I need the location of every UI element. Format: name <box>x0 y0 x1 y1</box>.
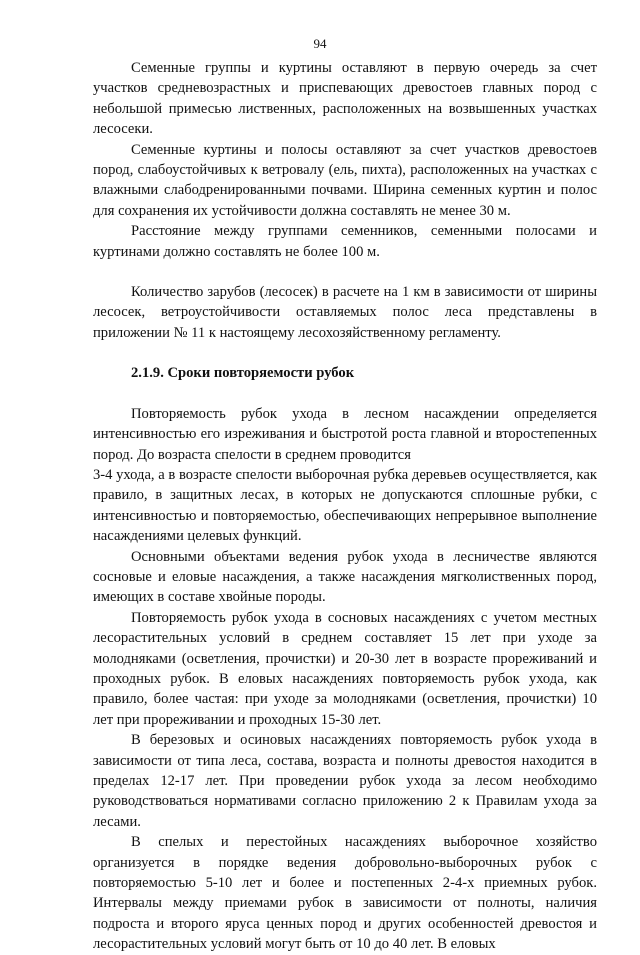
spacer <box>93 343 597 363</box>
paragraph: Повторяемость рубок ухода в сосновых насаждениях с учетом местных лесорастительных условий в среднем составляет 15 лет при уходе за молодняками (осветления, прочистки) и 20-30 лет в возрасте прореживаний и проходных рубок. В еловых насаждениях повторяемость рубок ухода, как правило, более частая: при уходе за молодняками (осветления, прочистки) 10 лет при прореживании и проходных 15-30 лет. <box>93 609 597 728</box>
section-heading: 2.1.9. Сроки повторяемости рубок <box>131 365 355 382</box>
paragraph: 3-4 ухода, а в возрасте спелости выборочная рубка деревьев осуществляется, как правило, в защитных лесах, в которых не допускаются сплошные рубки, с интенсивностью и повторяемостью, обеспечивающих непрерывное выполнение насаждениями целевых функций. <box>93 466 597 545</box>
paragraph: В березовых и осиновых насаждениях повторяемость рубок ухода в зависимости от типа леса, состава, возраста и полноты древостоя находится в пределах 12-17 лет. При проведении рубок ухода за лесом необходимо руководствоваться нормативами согласно приложению 2 к Правилам ухода за лесами. <box>93 732 597 830</box>
paragraph: В спелых и перестойных насаждениях выборочное хозяйство организуется в порядке ведения добровольно-выборочных рубок с повторяемостью 5-10 лет и более и постепенных 2-4-х приемных рубок. Интервалы между приемами рубок в зависимости от полноты, наличия подроста и второго яруса ценных пород и других особенностей древостоя и лесорастительных условий могут быть от 10 до 40 лет. В еловых <box>93 834 597 953</box>
paragraph: Расстояние между группами семенников, семенными полосами и куртинами должно составлять не более 100 м. <box>93 223 597 260</box>
paragraph: Повторяемость рубок ухода в лесном насаждении определяется интенсивностью его изреживания и быстротой роста главной и второстепенных пород. До возраста спелости в среднем проводится <box>93 405 597 463</box>
document-body <box>93 58 597 955</box>
page-number: 94 <box>313 36 327 51</box>
spacer <box>93 384 597 404</box>
paragraph: Количество зарубов (лесосек) в расчете на 1 км в зависимости от ширины лесосек, ветроустойчивости оставляемых полос леса представлены в приложении № 11 к настоящему лесохозяйственному регламенту. <box>93 284 597 341</box>
paragraph: Семенные группы и куртины оставляют в первую очередь за счет участков средневозрастных и приспевающих древостоев главных пород с небольшой примесью лиственных, расположенных на возвышенных участках лесосеки. <box>93 60 597 138</box>
paragraph: Семенные куртины и полосы оставляют за счет участков древостоев пород, слабоустойчивых к ветровалу (ель, пихта), расположенных на участках с влажными слабодренированными почвами. Ширина семенных куртин и полос для сохранения их устойчивости должна составлять не менее 30 м. <box>93 141 597 219</box>
spacer <box>93 262 597 282</box>
paragraph: Основными объектами ведения рубок ухода в лесничестве являются сосновые и еловые насаждения, а также насаждения мягколиственных пород, имеющих в составе хвойные породы. <box>93 548 597 606</box>
